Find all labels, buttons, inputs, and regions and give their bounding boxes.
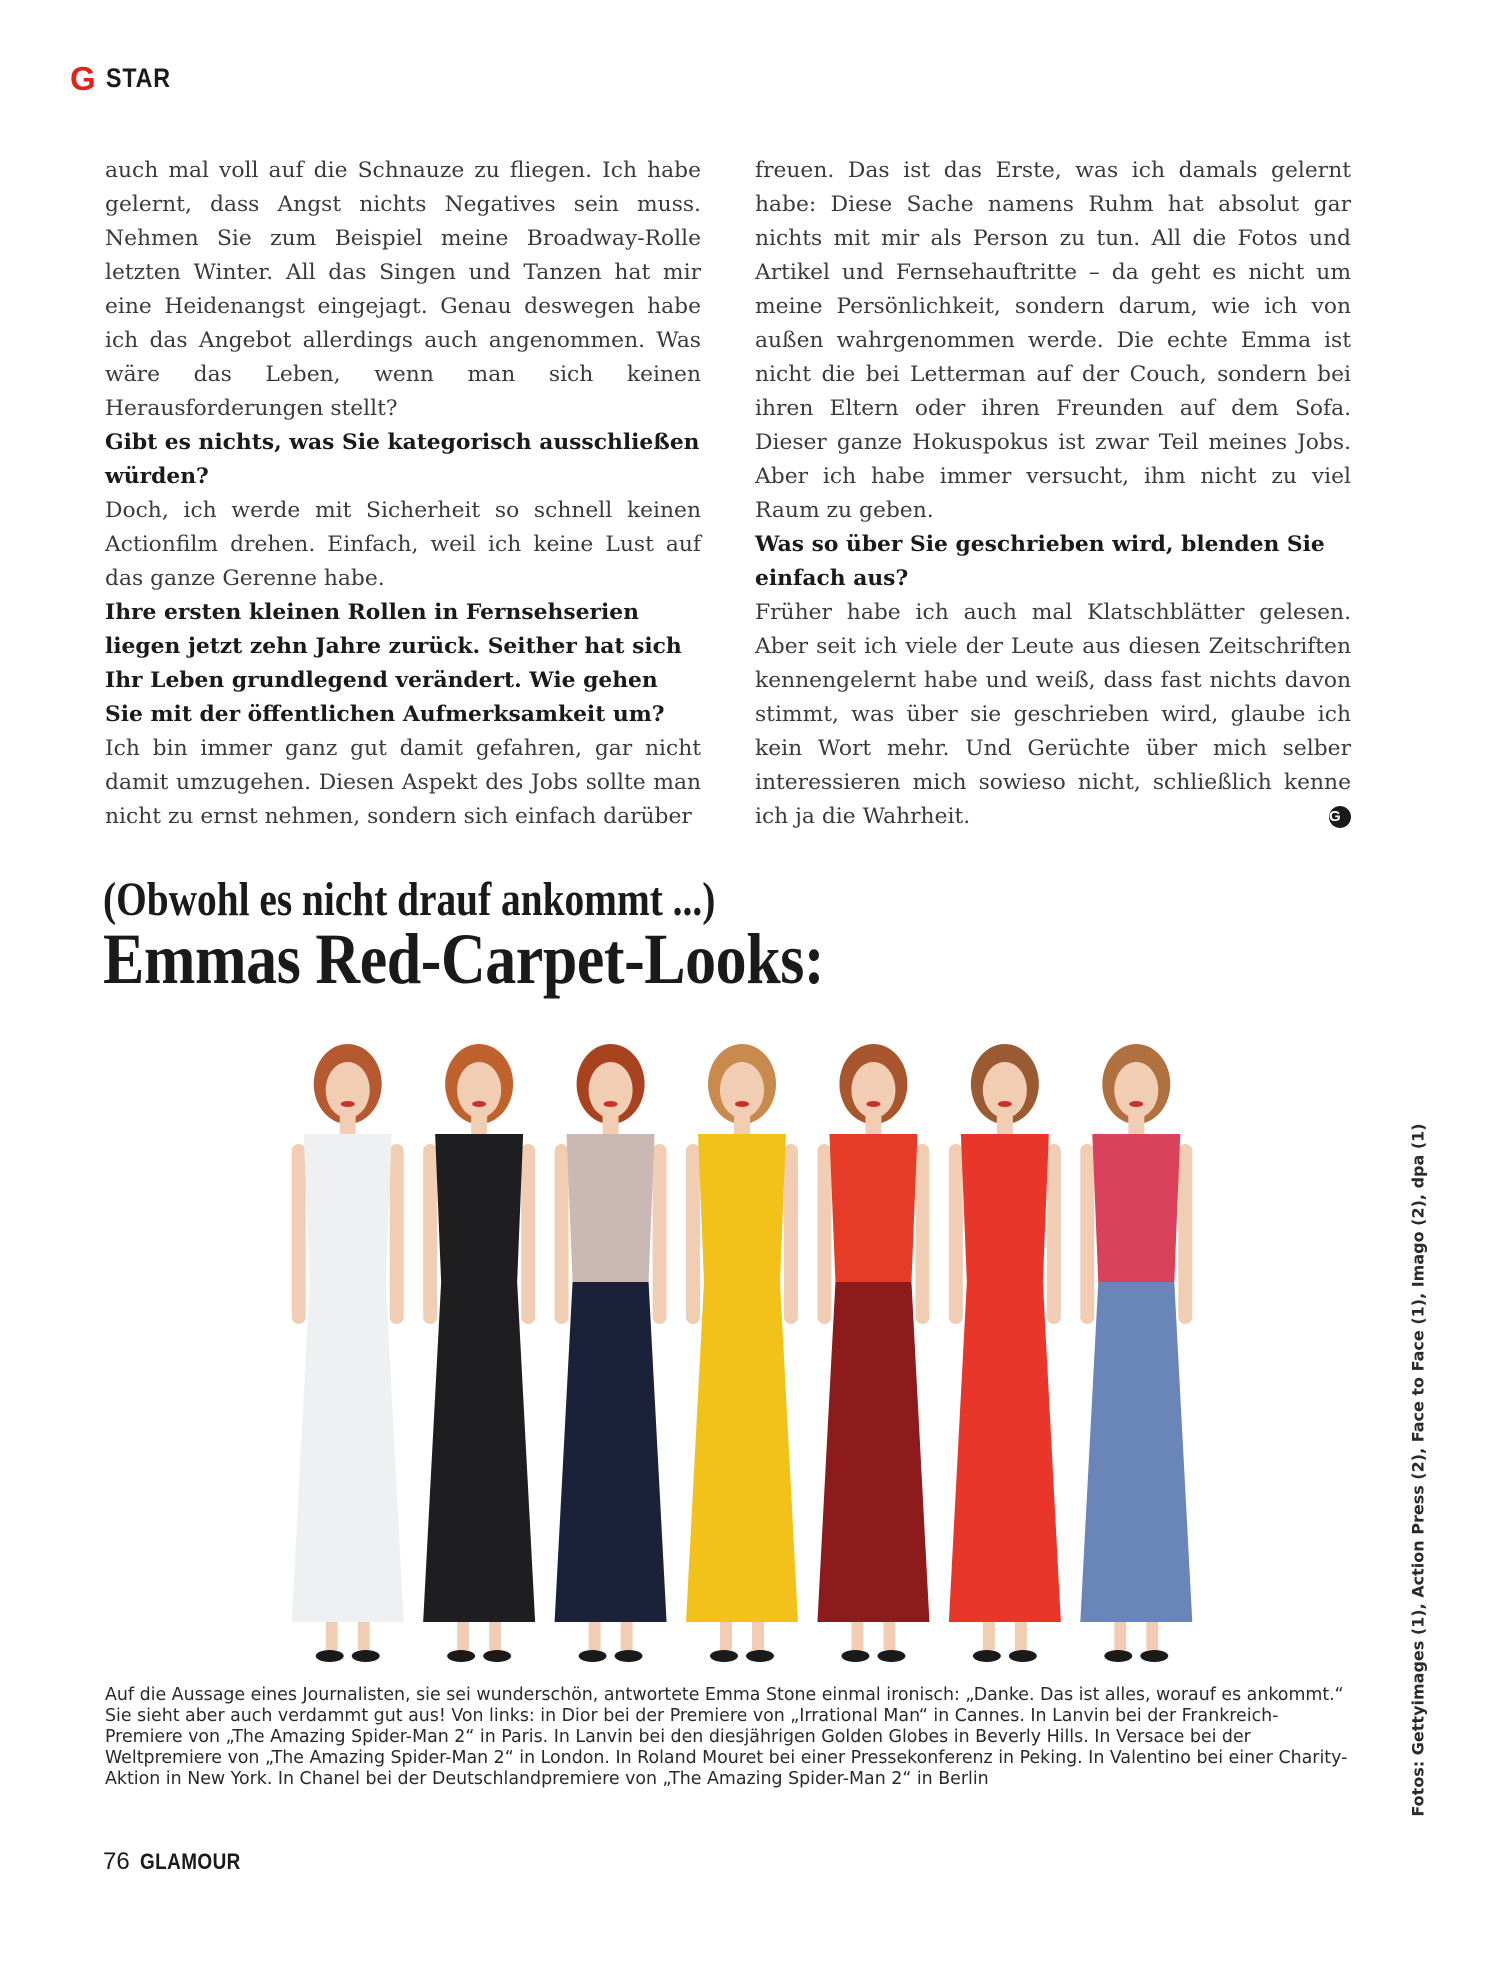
feature-headline: Emmas Red-Carpet-Looks: (103, 919, 825, 999)
answer-paragraph: freuen. Das ist das Erste, was ich damals gelernt habe: Diese Sache namens Ruhm hat absolut gar nichts mit mir als Person zu tun. All die Fotos und Artikel und Fernsehauftritte – da geht es nicht um meine Persönlichkeit, sondern darum, wie ich von außen wahrgenommen werde. Die echte Emma ist nicht die bei Letterman auf der Couch, sondern bei ihren Eltern oder ihren Freunden auf dem Sofa. Dieser ganze Hokuspokus ist zwar Teil meines Jobs. Aber ich habe immer versucht, ihm nicht zu viel Raum zu geben. (755, 158, 1351, 523)
answer-paragraph (755, 596, 1351, 834)
photo-caption: Auf die Aussage eines Journalisten, sie sei wunderschön, antwortete Emma Stone einmal ironisch: „Danke. Das ist alles, worauf es ankommt.“ Sie sieht aber auch verdammt gut aus! Von links: in Dior bei der Premiere von „Irrational Man“ in Cannes. In Lanvin bei der Frankreich-Premiere von „The Amazing Spider-Man 2“ in Paris. In Lanvin bei den diesjährigen Golden Globes in Beverly Hills. In Versace bei der Weltpremiere von „The Amazing Spider-Man 2“ in London. In Roland Mouret bei einer Pressekonferenz in Peking. In Valentino bei einer Charity-Aktion in New York. In Chanel bei der Deutschlandpremiere von „The Amazing Spider-Man 2“ in Berlin (105, 1685, 1348, 1789)
page-number: 76 (103, 1848, 130, 1875)
section-label: STAR (105, 63, 171, 93)
photo-credit: Fotos: Gettyimages (1), Action Press (2), Face to Face (1), Imago (2), dpa (1) (1408, 1123, 1428, 1817)
page-footer (103, 1848, 257, 1876)
look-figure (949, 1044, 1061, 1662)
look-figure (1080, 1044, 1192, 1662)
article-column-left (105, 154, 701, 834)
photo-credit-container (1398, 1123, 1438, 1817)
magazine-name: GLAMOUR (139, 1849, 241, 1874)
question-paragraph: Gibt es nichts, was Sie kategorisch ausschließen würden? (105, 430, 700, 489)
red-carpet-looks-photo (282, 1032, 1202, 1672)
article-end-mark-icon: G (1329, 806, 1351, 828)
answer-paragraph: Ich bin immer ganz gut damit gefahren, gar nicht damit umzugehen. Diesen Aspekt des Jobs sollte man nicht zu ernst nehmen, sondern sich einfach darüber (105, 736, 701, 829)
look-figure (817, 1044, 929, 1662)
look-figure (423, 1044, 535, 1662)
feature-kicker: (Obwohl es nicht drauf ankommt ...) (103, 873, 716, 926)
article-column-right (755, 154, 1351, 834)
look-figure (292, 1044, 404, 1662)
answer-paragraph: auch mal voll auf die Schnauze zu fliegen. Ich habe gelernt, dass Angst nichts Negatives sein muss. Nehmen Sie zum Beispiel meine Broadway-Rolle letzten Winter. All das Singen und Tanzen hat mir eine Heidenangst eingejagt. Genau deswegen habe ich das Angebot allerdings auch angenommen. Was wäre das Leben, wenn man sich keinen Herausforderungen stellt? (105, 158, 701, 421)
answer-paragraph: Doch, ich werde mit Sicherheit so schnell keinen Actionfilm drehen. Einfach, weil ich keine Lust auf das ganze Gerenne habe. (105, 498, 701, 591)
section-header (70, 62, 181, 95)
look-figure (686, 1044, 798, 1662)
answer-text: Früher habe ich auch mal Klatschblätter gelesen. Aber seit ich viele der Leute aus diesen Zeitschriften kennengelernt habe und weiß, dass fast nichts davon stimmt, was über sie geschrieben wird, glaube ich kein Wort mehr. Und Gerüchte über mich selber interessieren mich sowieso nicht, schließlich kenne ich ja die Wahrheit. (755, 600, 1351, 829)
question-paragraph: Was so über Sie geschrieben wird, blenden Sie einfach aus? (755, 532, 1325, 591)
glamour-g-logo: G (70, 60, 96, 97)
look-figure (555, 1044, 667, 1662)
question-paragraph: Ihre ersten kleinen Rollen in Fernsehserien liegen jetzt zehn Jahre zurück. Seither hat sich Ihr Leben grundlegend verändert. Wie gehen Sie mit der öffentlichen Aufmerksamkeit um? (105, 600, 682, 727)
